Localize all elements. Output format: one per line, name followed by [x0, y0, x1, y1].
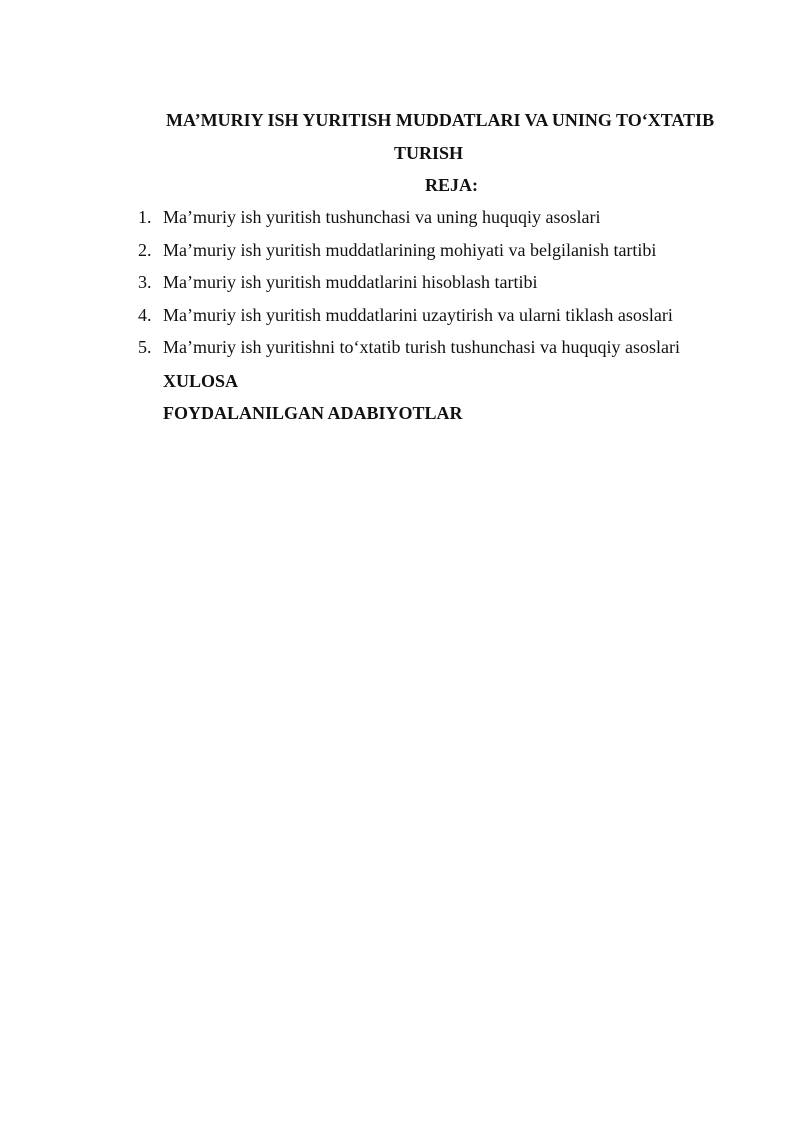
plan-item-text: Ma’muriy ish yuritishni to‘xtatib turish tushunchasi va huquqiy asoslari: [163, 337, 680, 357]
plan-item-text: Ma’muriy ish yuritish tushunchasi va uning huquqiy asoslari: [163, 207, 601, 227]
plan-item-4: [138, 303, 680, 336]
plan-heading: REJA:: [425, 175, 478, 195]
plan-item-2: [138, 238, 680, 271]
plan-item-1: [138, 205, 680, 238]
plan-item-number: 2.: [138, 239, 152, 260]
plan-item-3: [138, 270, 680, 303]
document-title-line-1: MA’MURIY ISH YURITISH MUDDATLARI VA UNING TO‘XTATIB: [166, 110, 715, 130]
plan-item-text: Ma’muriy ish yuritish muddatlarining mohiyati va belgilanish tartibi: [163, 239, 657, 260]
plan-item-number: 1.: [138, 207, 152, 227]
plan-item-text: Ma’muriy ish yuritish muddatlarini uzaytirish va ularni tiklash asoslari: [163, 304, 673, 325]
plan-item-number: 5.: [138, 337, 152, 357]
plan-item-number: 4.: [138, 304, 152, 325]
conclusion-heading: XULOSA: [163, 371, 239, 391]
plan-item-text: Ma’muriy ish yuritish muddatlarini hisoblash tartibi: [163, 272, 538, 292]
plan-item-number: 3.: [138, 272, 152, 292]
references-heading: FOYDALANILGAN ADABIYOTLAR: [163, 403, 463, 423]
plan-list: [138, 205, 680, 368]
document-title-line-2: TURISH: [394, 143, 464, 163]
plan-item-5: [138, 335, 680, 368]
